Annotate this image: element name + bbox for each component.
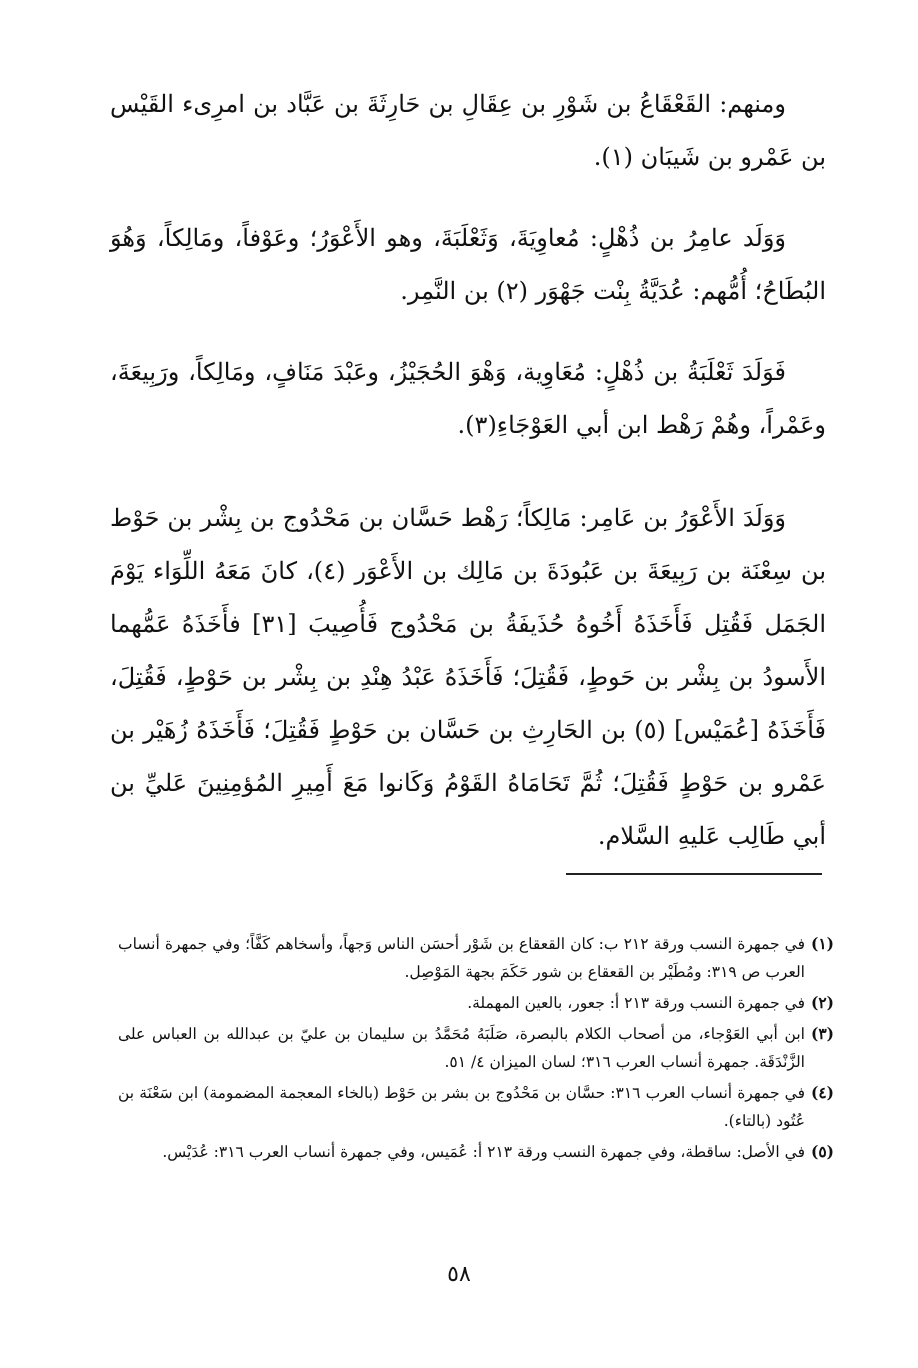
footnote-number: (٣) — [810, 1024, 834, 1043]
footnote-number: (٢) — [810, 993, 834, 1012]
footnote — [118, 989, 834, 1017]
footnote-number: (١) — [810, 934, 834, 953]
paragraph-qaqaa: ومنهم: القَعْقَاعُ بن شَوْرِ بن عِقَالِ بن حَارِثَةَ بن عَبَّاد بن امرِىء القَيْس بن عَمْرو بن شَيبَان (١). — [110, 90, 826, 171]
footnote-number: (٥) — [810, 1142, 834, 1161]
main-text — [110, 78, 826, 891]
footnote-separator — [566, 873, 822, 875]
paragraph-awar-children: وَوَلَدَ الأَعْوَرُ بن عَامِر: مَالِكاً؛ رَهْط حَسَّان بن مَحْدُوج بن بِشْر بن حَوْط بن سِعْنَة بن رَبِيعَةَ بن عَبُودَةَ بن مَالِك بن الأَعْوَر (٤)، كانَ مَعَهُ اللِّوَاء يَوْمَ الجَمَل فَقُتِل فَأَخَذَهُ أَخُوهُ حُذَيفَةُ بن مَحْدُوج فَأُصِيبَ [٣١] فأَخَذَهُ عَمُّهما الأَسودُ بن بِشْر بن حَوطٍ، فَقُتِلَ؛ فَأَخَذَهُ عَبْدُ هِنْدِ بن بِشْر بن حَوْطٍ، فَقُتِلَ، فَأَخَذَهُ [عُمَيْس] (٥) بن الحَارِثِ بن حَسَّان بن حَوْطٍ فَقُتِلَ؛ فَأَخَذَهُ زُهَيْر بن عَمْرو بن حَوْطٍ فَقُتِلَ؛ ثُمَّ تَحَامَاهُ القَوْمُ وَكَانوا مَعَ أَمِيرِ المُؤمِنِينَ عَليِّ بن أبي طَالِب عَليهِ السَّلام. — [110, 504, 827, 850]
footnote-text: في جمهرة النسب ورقة ٢١٣ أ: جعور، بالعين المهملة. — [467, 994, 805, 1012]
paragraph-amir-children: وَوَلَد عامِرُ بن ذُهْلٍ: مُعاوِيَةَ، وَثَعْلَبَةَ، وهو الأَعْوَرُ؛ وعَوْفاً، ومَالِكاً، وَهُوَ البُطَاحُ؛ أُمُّهم: عُدَيَّةُ بِنْت جَهْوَر (٢) بن النَّمِر. — [110, 224, 826, 305]
footnote — [118, 1138, 834, 1166]
footnote — [118, 1020, 834, 1076]
footnotes — [118, 930, 834, 1169]
footnote-text: في جمهرة النسب ورقة ٢١٢ ب: كان القعقاع بن شَوْر أحسَن الناس وَجهاً، وأسخاهم كَفَّاً؛ وفي جمهرة أنساب العرب ص ٣١٩: ومُطَيْر بن القعقاع بن شور حَكَمَ بجهة المَوْصِل. — [118, 935, 805, 981]
paragraph-thalaba-children: فَوَلَدَ ثَعْلَبَةُ بن ذُهْلٍ: مُعَاوِية، وَهْوَ الحُجَيْزُ، وعَبْدَ مَنَافٍ، ومَالِكاً، ورَبِيعَةَ، وعَمْراً، وهُمْ رَهْط ابن أبي العَوْجَاءِ(٣). — [110, 358, 826, 439]
footnote-text: ابن أبي العَوْجاء، من أصحاب الكلام بالبصرة، صَلَبَهُ مُحَمَّدُ بن سليمان بن عليّ بن عبدالله بن العباس على الزَّنْدَقَة. جمهرة أنساب العرب ٣١٦؛ لسان الميزان ٤/ ٥١. — [118, 1025, 805, 1071]
footnote-number: (٤) — [810, 1083, 834, 1102]
footnote-text: في الأصل: ساقطة، وفي جمهرة النسب ورقة ٢١٣ أ: عُمَيس، وفي جمهرة أنساب العرب ٣١٦: عُدَيْس. — [162, 1143, 805, 1161]
page-number: ٥٨ — [447, 1262, 471, 1287]
footnote-text: في جمهرة أنساب العرب ٣١٦: حسَّان بن مَحْدُوج بن بشر بن حَوْط (بالخاء المعجمة المضمومة) ابن سَعْنَة بن عُتُود (بالتاء). — [118, 1084, 805, 1130]
footnote — [118, 1079, 834, 1135]
footnote — [118, 930, 834, 986]
